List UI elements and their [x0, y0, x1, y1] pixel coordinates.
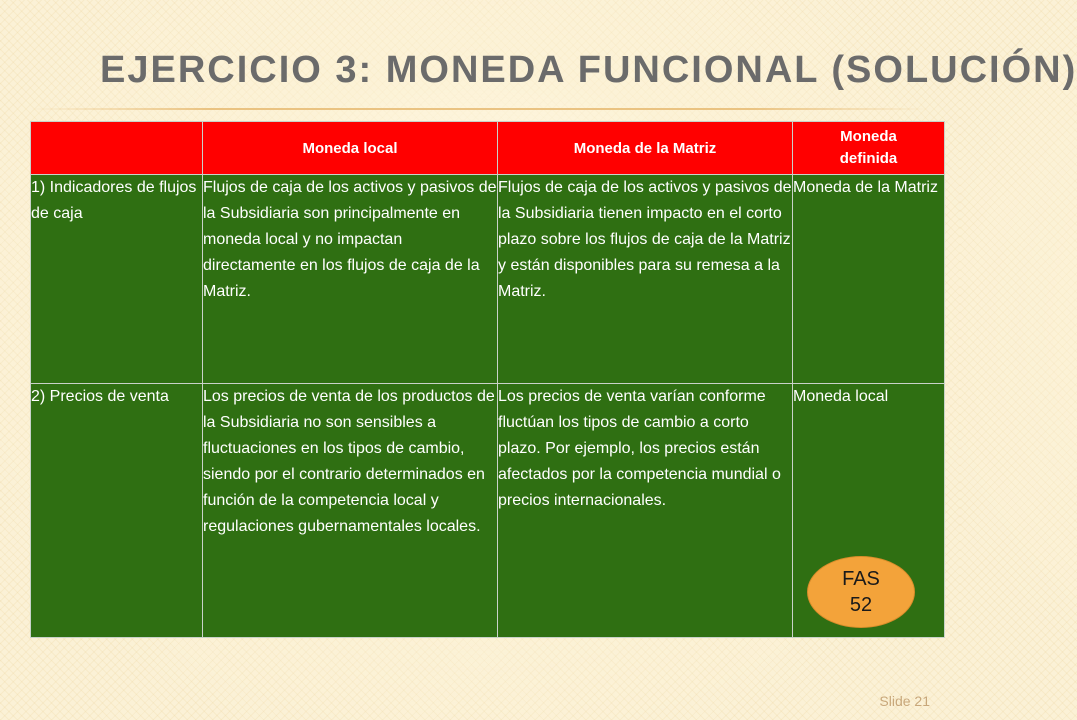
header-cell-moneda-local: Moneda local — [203, 122, 498, 175]
header-cell-moneda-definida — [793, 122, 945, 175]
table-header-row — [31, 122, 945, 175]
comparison-table — [30, 121, 945, 638]
badge-line-2: 52 — [849, 594, 873, 616]
slide-number: Slide 21 — [879, 693, 930, 709]
header-cell-empty — [31, 122, 203, 175]
row-label: 1) Indicadores de flujos de caja — [31, 175, 203, 384]
cell-moneda-definida: Moneda local — [793, 384, 945, 638]
cell-moneda-matriz: Flujos de caja de los activos y pasivos de la Subsidiaria tienen impacto en el corto plazo sobre los flujos de caja de la Matriz y están disponibles para su remesa a la Matriz. — [498, 175, 793, 384]
cell-moneda-definida: Moneda de la Matriz — [793, 175, 945, 384]
badge-line-1: FAS — [842, 568, 880, 590]
cell-moneda-local: Flujos de caja de los activos y pasivos de la Subsidiaria son principalmente en moneda local y no impactan directamente en los flujos de caja de la Matriz. — [203, 175, 498, 384]
cell-moneda-matriz: Los precios de venta varían conforme fluctúan los tipos de cambio a corto plazo. Por ejemplo, los precios están afectados por la competencia mundial o precios internacionales. — [498, 384, 793, 638]
header-cell-moneda-definida-label: Moneda definida — [839, 128, 898, 167]
cell-moneda-local: Los precios de venta de los productos de la Subsidiaria no son sensibles a fluctuaciones en los tipos de cambio, siendo por el contrario determinados en función de la competencia local y regulaciones gubernamentales locales. — [203, 384, 498, 638]
slide-title: EJERCICIO 3: MONEDA FUNCIONAL (SOLUCIÓN) — [100, 49, 1077, 91]
header-cell-moneda-matriz: Moneda de la Matriz — [498, 122, 793, 175]
row-label: 2) Precios de venta — [31, 384, 203, 638]
title-divider — [30, 108, 930, 110]
fas-52-badge — [807, 556, 915, 628]
table-row — [31, 175, 945, 384]
